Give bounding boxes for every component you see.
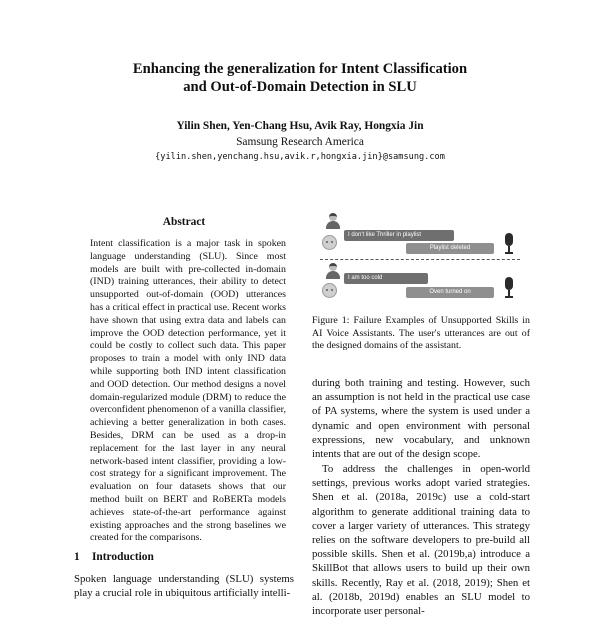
user-person-icon (326, 263, 340, 279)
user-utterance-bubble-2: I am too cold (344, 273, 428, 284)
author-list: Yilin Shen, Yen-Chang Hsu, Avik Ray, Hongxia Jin (176, 120, 424, 132)
abstract-heading: Abstract (162, 216, 206, 228)
microphone-icon (504, 233, 514, 255)
abstract-text: Intent classification is a major task in spoken language understanding (SLU). Since most models are built with pre-collected in-domain (IND) training utterances, their ability to detect unsupported out-of-domain (OOD) utterances has a critical effect in practical use. Recent works have shown that using extra data and labels can improve the OOD detection performance, yet it could be costly to collect such data. This paper proposes to train a model with only IND data while supporting both IND intent classification and OOD detection. Our method designs a novel domain-regularized module (DRM) to reduce the overconfident phenomenon of a vanilla classifier, achieving a better generalization in both cases. Besides, DRM can be used as a drop-in replacement for the last layer in any neural network-based intent classifier, providing a low-cost strategy for a significant improvement. The evaluation on four datasets shows that our method built on BERT and RoBERTa models achieves state-of-the-art performance against existing approaches and the strong baselines we created for the comparisons. (90, 238, 286, 544)
affiliation: Samsung Research America (236, 136, 364, 148)
section-title: Introduction (92, 551, 154, 563)
title-line-1: Enhancing the generalization for Intent Classification (132, 61, 468, 77)
right-column-paragraph-1: during both training and testing. However, such an assumption is not held in the practical use case of PA systems, where the system is used under a dynamic and open environment with personal expressions, new vocabulary, and unknown intents that are out of the design scope. (312, 377, 530, 461)
figure-1-caption: Figure 1: Failure Examples of Unsupported Skills in AI Voice Assistants. The user's utterances are out of the designed domains of the assistant. (312, 315, 530, 352)
paper-title (0, 60, 600, 96)
assistant-response-bubble-1: Playlist deleted (406, 243, 494, 254)
user-person-icon (326, 213, 340, 229)
user-utterance-bubble-1: I don't like Thriller in playlist (344, 230, 454, 241)
assistant-response-bubble-2: Oven turned on (406, 287, 494, 298)
author-emails: {yilin.shen,yenchang.hsu,avik.r,hongxia.jin}@samsung.com (155, 152, 445, 162)
section-number: 1 (74, 551, 80, 563)
section-heading-introduction (74, 550, 154, 564)
figure-1-illustration (318, 211, 524, 309)
title-line-2: and Out-of-Domain Detection in SLU (183, 79, 417, 95)
introduction-paragraph: Spoken language understanding (SLU) systems play a crucial role in ubiquitous artificially intelli- (74, 573, 294, 600)
microphone-icon (504, 277, 514, 299)
dialog-divider (320, 259, 520, 260)
right-column-paragraph-2: To address the challenges in open-world settings, previous works adopt varied strategies. Shen et al. (2018a, 2019c) use a cold-start algorithm to generate additional training data to cover a larger variety of utterances. This strategy relies on the software developers to pre-build all possible skills. Shen et al. (2019b,a) introduce a SkillBot that allows users to build up their own skills. Recently, Ray et al. (2018, 2019); Shen et al. (2018b, 2019d) enables an SLU model to incorporate user personal- (312, 463, 530, 618)
assistant-robot-icon (322, 235, 337, 250)
assistant-robot-icon (322, 283, 337, 298)
